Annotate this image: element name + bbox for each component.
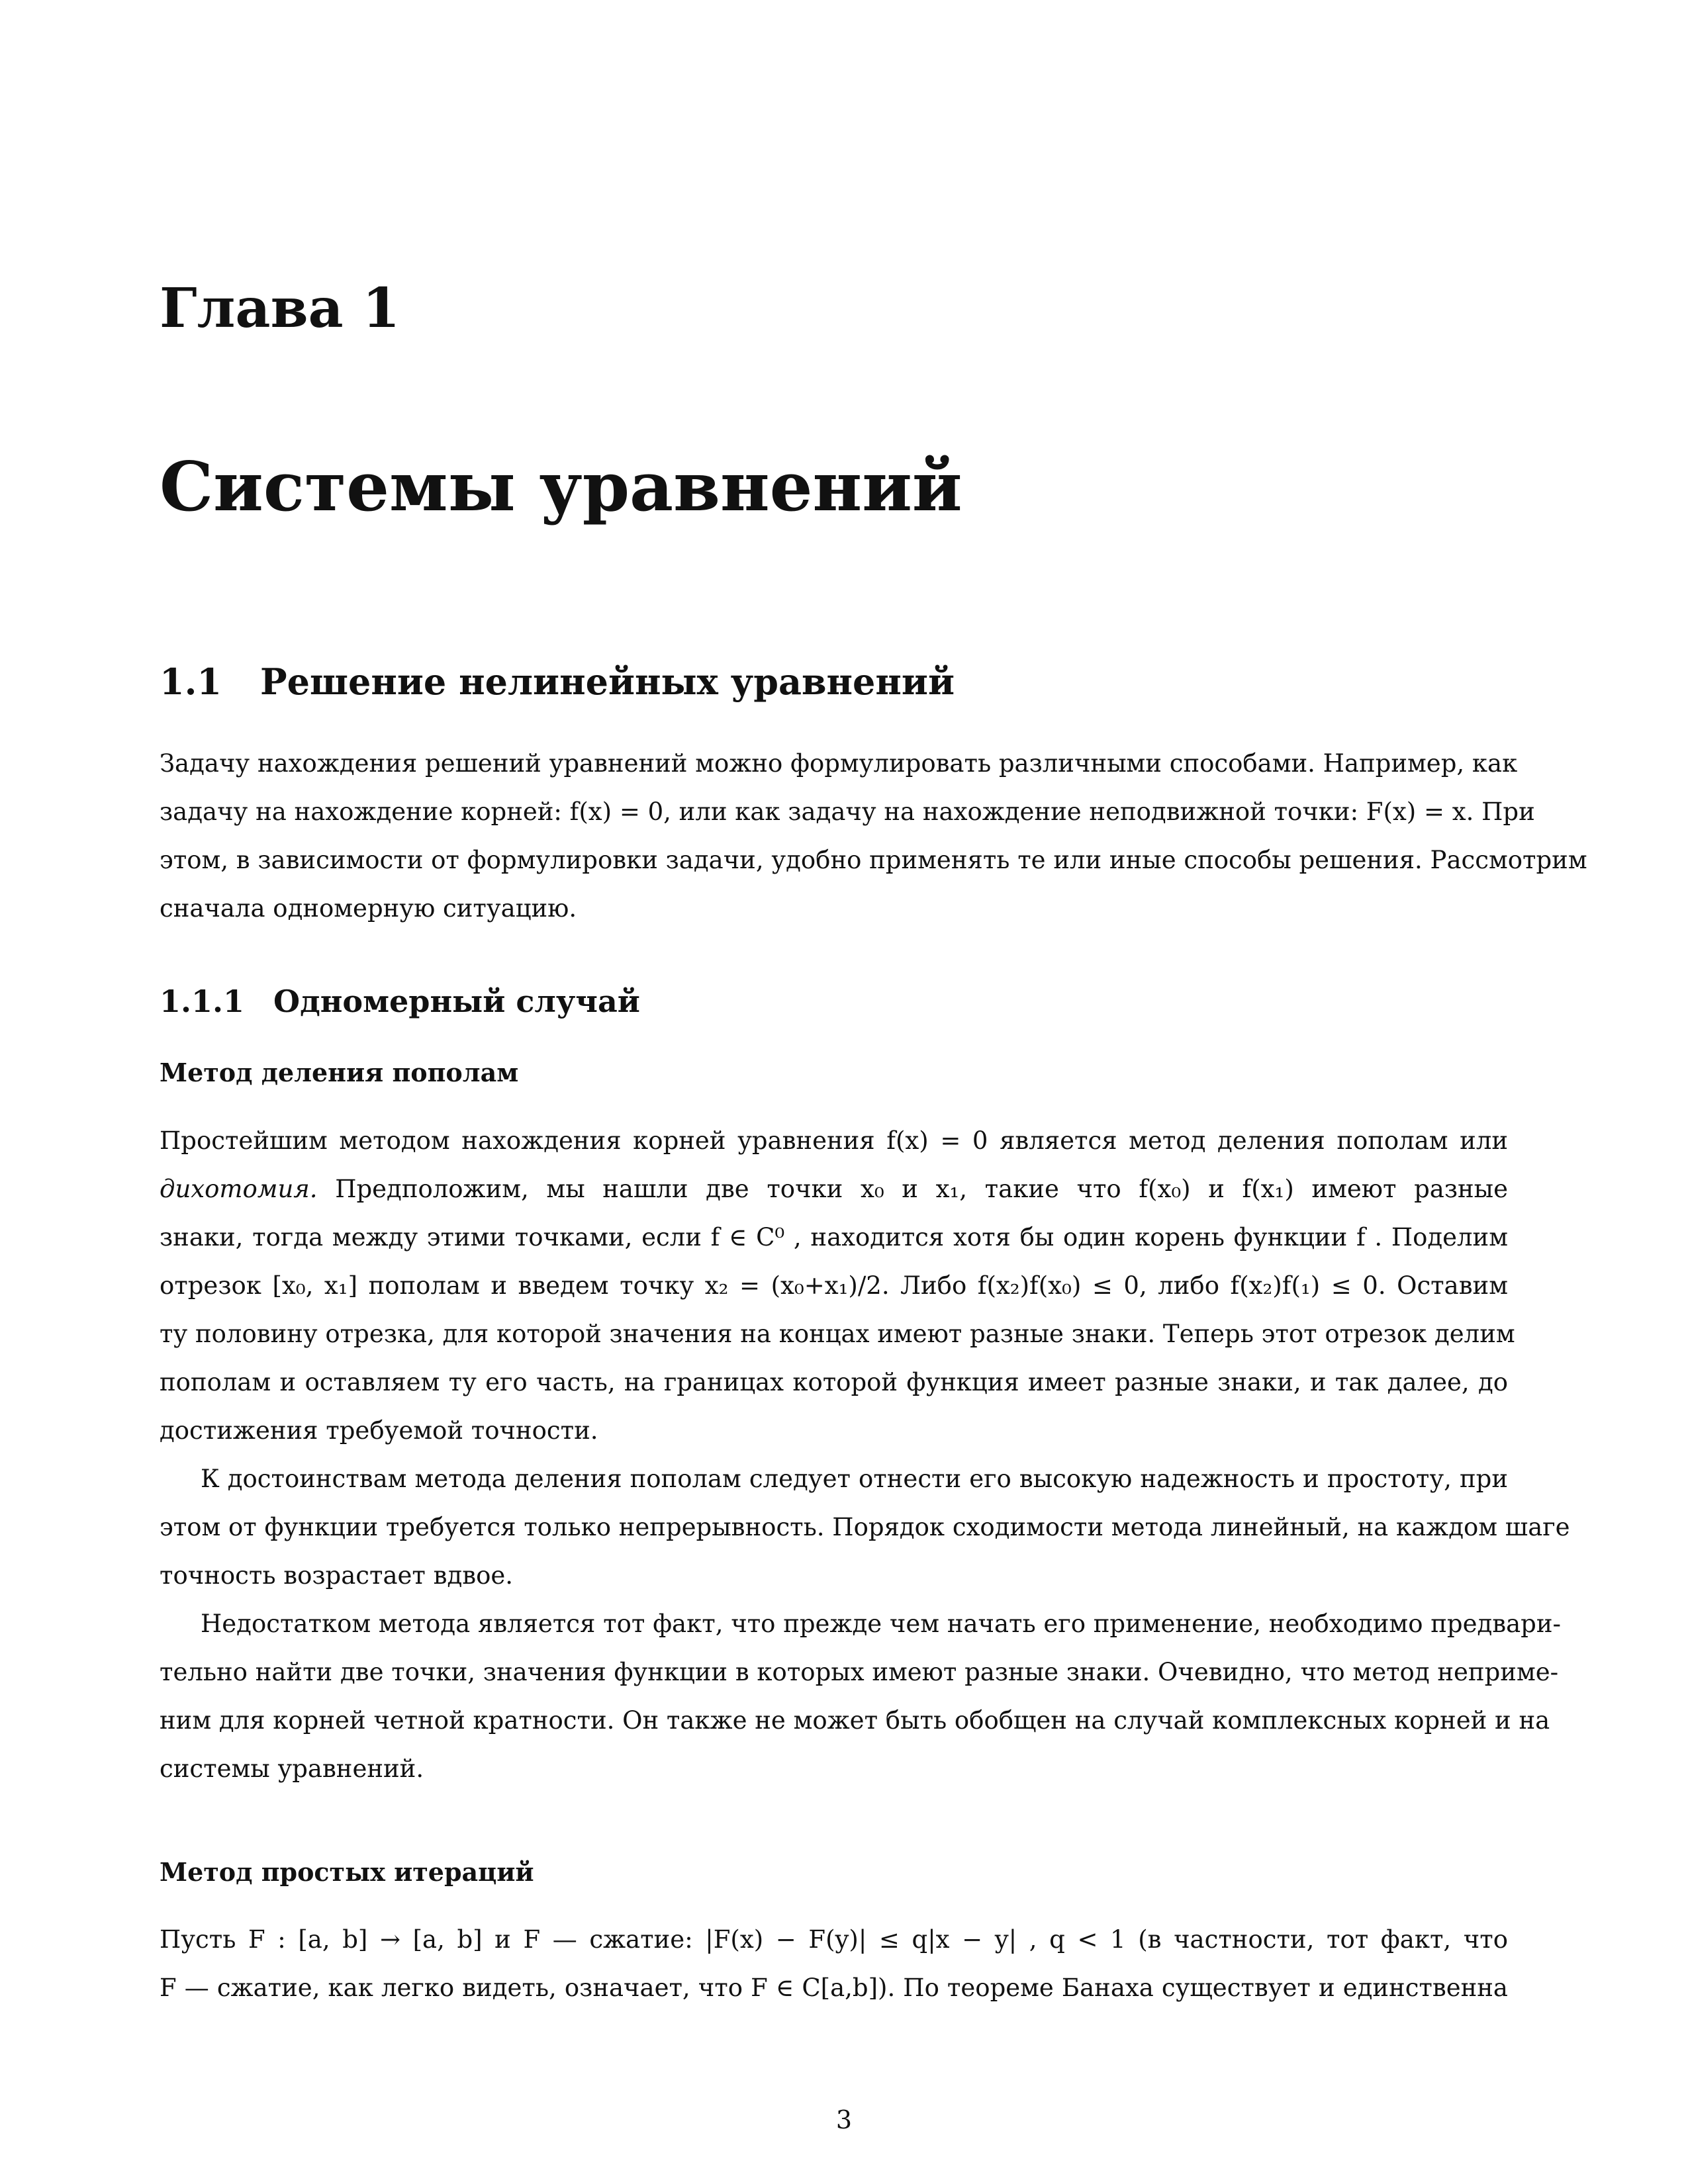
subsection-number: 1.1.1 — [160, 983, 245, 1019]
paragraph-line: пополам и оставляем ту его часть, на границах которой функция имеет разные знаки, и так далее, до — [160, 1368, 1508, 1396]
paragraph-line: ту половину отрезка, для которой значения на концах имеют разные знаки. Теперь этот отрезок делим — [160, 1320, 1515, 1348]
intro-line: этом, в зависимости от формулировки задачи, удобно применять те или иные способы решения. Рассмотрим — [160, 846, 1587, 874]
intro-line: задачу на нахождение корней: f(x) = 0, или как задачу на нахождение неподвижной точки: F(x) = x. При — [160, 797, 1535, 826]
subsection-heading — [160, 983, 640, 1019]
paragraph-line: К достоинствам метода деления пополам следует отнести его высокую надежность и простоту, при — [201, 1465, 1508, 1493]
section-heading — [160, 660, 955, 703]
paragraph-line: достижения требуемой точности. — [160, 1416, 598, 1445]
paragraph-line: отрезок [x₀, x₁] пополам и введем точку x₂ = (x₀+x₁)/2. Либо f(x₂)f(x₀) ≤ 0, либо f(x₂)f(₁) ≤ 0. Оставим — [160, 1271, 1508, 1300]
paragraph-line: знаки, тогда между этими точками, если f ∈ C⁰ , находится хотя бы один корень функции f . Поделим — [160, 1223, 1508, 1251]
paragraph-line: F — сжатие, как легко видеть, означает, что F ∈ C[a,b]). По теореме Банаха существует и единственна — [160, 1974, 1508, 2002]
section-number: 1.1 — [160, 660, 222, 703]
emphasis-term: дихотомия. — [160, 1175, 318, 1203]
paragraph-line: Простейшим методом нахождения корней уравнения f(x) = 0 является метод деления пополам или — [160, 1126, 1508, 1155]
paragraph-line: этом от функции требуется только непрерывность. Порядок сходимости метода линейный, на каждом шаге — [160, 1513, 1570, 1541]
paragraph-line-rest: Предположим, мы нашли две точки x₀ и x₁, такие что f(x₀) и f(x₁) имеют разные — [317, 1175, 1508, 1203]
paragraph-line: системы уравнений. — [160, 1754, 424, 1783]
intro-line: Задачу нахождения решений уравнений можно формулировать различными способами. Например, как — [160, 749, 1518, 778]
paragraph-line: точность возрастает вдвое. — [160, 1561, 514, 1590]
chapter-label: Глава 1 — [160, 277, 400, 340]
paragraph-line — [160, 1173, 1508, 1205]
page-number: 3 — [835, 2105, 853, 2134]
paragraph-line: ним для корней четной кратности. Он также не может быть обобщен на случай комплексных корней и на — [160, 1706, 1550, 1735]
subsection-title: Одномерный случай — [273, 983, 640, 1019]
paragraph-line: тельно найти две точки, значения функции в которых имеют разные знаки. Очевидно, что метод неприме- — [160, 1658, 1559, 1686]
paragraph-line: Недостатком метода является тот факт, что прежде чем начать его применение, необходимо предвари- — [201, 1610, 1561, 1638]
bisection-heading: Метод деления пополам — [160, 1058, 519, 1087]
section-title: Решение нелинейных уравнений — [260, 660, 955, 703]
paragraph-line: Пусть F : [a, b] → [a, b] и F — сжатие: |F(x) − F(y)| ≤ q|x − y| , q < 1 (в частности, тот факт, что — [160, 1925, 1508, 1954]
intro-line: сначала одномерную ситуацию. — [160, 894, 577, 923]
chapter-title: Системы уравнений — [160, 447, 962, 527]
iteration-heading: Метод простых итераций — [160, 1857, 534, 1887]
